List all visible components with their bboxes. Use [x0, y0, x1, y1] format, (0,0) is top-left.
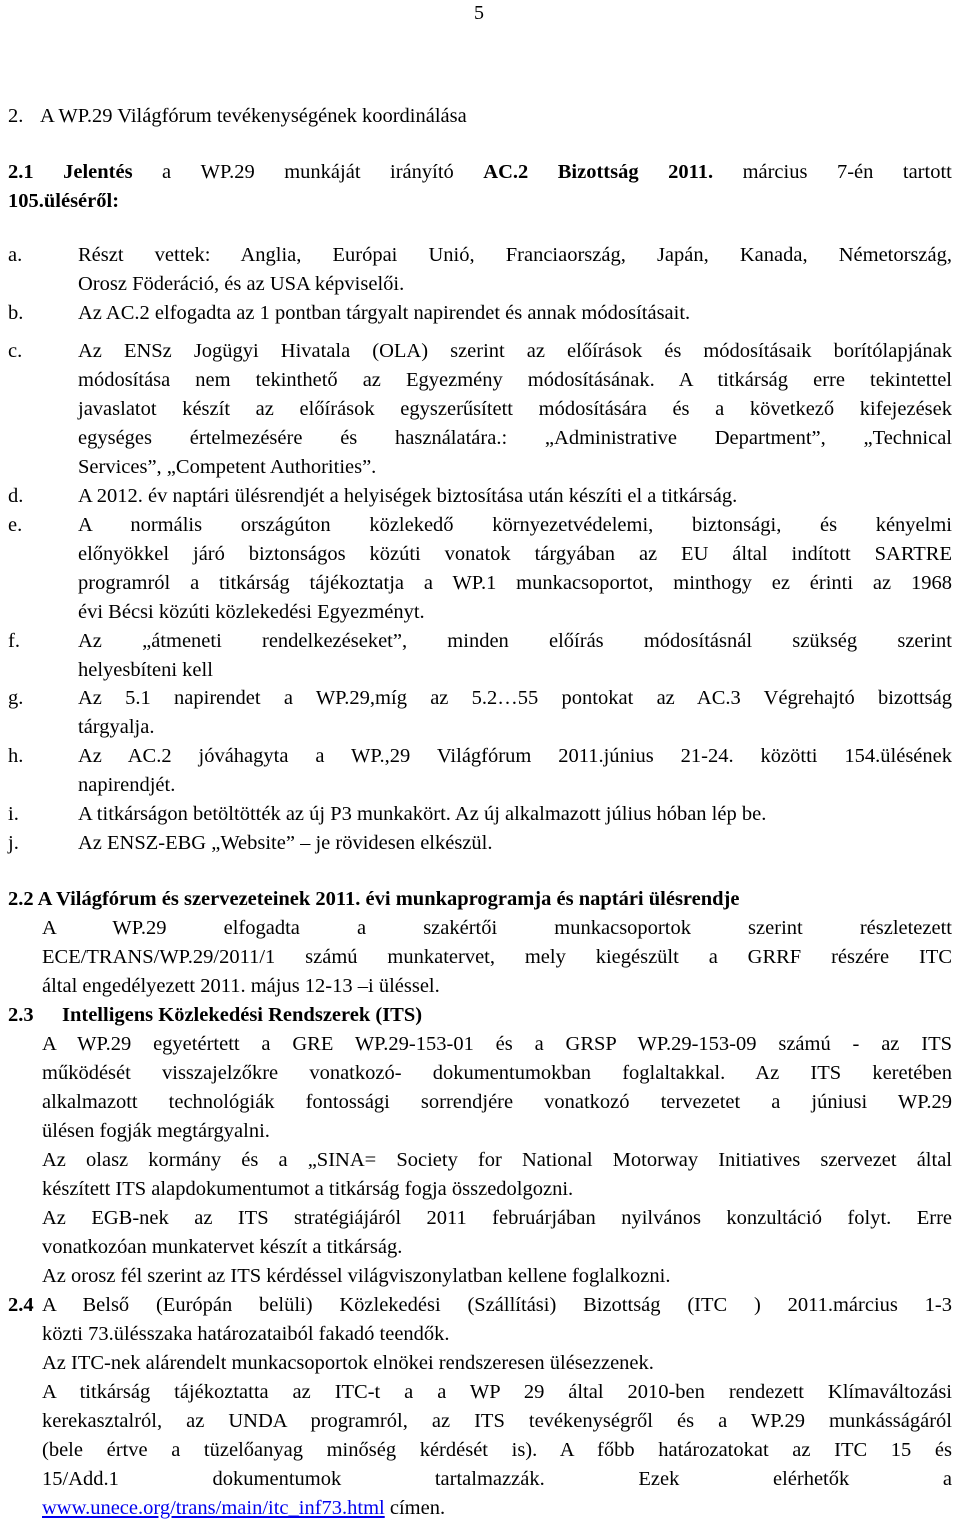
list-item-text: tárgyalja.: [78, 716, 155, 738]
s23-text: Az orosz fél szerint az ITS kérdéssel világviszonylatban kellene foglalkozni.: [42, 1265, 671, 1287]
list-item-text: egységes értelmezésére és használatára.: „Administrative Department”, „Technical: [78, 427, 952, 449]
s23-text: alkalmazott technológiák fontossági sorrendjére vonatkozó tervezetet a júniusi WP.29: [42, 1091, 952, 1113]
list-item-label: i.: [8, 803, 19, 825]
list-item-label: a.: [8, 244, 23, 266]
list-item-label: j.: [8, 832, 19, 854]
s23-title: Intelligens Közlekedési Rendszerek (ITS): [62, 1004, 423, 1026]
list-item-text: javaslatot készít az előírások egyszerűsített módosítására és a következő kifejezések: [78, 398, 952, 420]
s21-word: a: [162, 161, 172, 183]
s23-text: ülésen fogják megtárgyalni.: [42, 1120, 270, 1142]
list-item-text: évi Bécsi közúti közlekedési Egyezményt.: [78, 601, 425, 623]
list-item-text: A titkárságon betöltötték az új P3 munkakört. Az új alkalmazott július hóban lép be.: [78, 803, 767, 825]
s24-text: kerekasztalról, az UNDA programról, az ITS tevékenységről és a WP.29 munkásságáról: [42, 1410, 952, 1432]
s21-word: Bizottság: [557, 161, 639, 183]
s24-number: 2.4: [8, 1294, 34, 1316]
list-item-text: módosítása nem tekinthető az Egyezmény módosításának. A titkárság erre tekintettel: [78, 369, 952, 391]
list-item-text: A normális országúton közlekedő környezetvédelemi, biztonsági, és kényelmi: [78, 514, 952, 536]
list-item-label: g.: [8, 687, 24, 709]
list-item-text: Az AC.2 elfogadta az 1 pontban tárgyalt napirendet és annak módosításait.: [78, 302, 691, 324]
s22-text: ECE/TRANS/WP.29/2011/1 számú munkatervet, mely kiegészült a GRRF részére ITC: [42, 946, 952, 968]
s24-link-line: [42, 1496, 952, 1520]
s24-text: A Belső (Európán belüli) Közlekedési (Szállítási) Bizottság (ITC ) 2011.március 1-3: [42, 1294, 952, 1316]
s21-word: Jelentés: [63, 161, 133, 183]
list-item-text: napirendjét.: [78, 774, 176, 796]
list-item-text: Részt vettek: Anglia, Európai Unió, Franciaország, Japán, Kanada, Németország,: [78, 244, 952, 266]
list-item-label: h.: [8, 745, 24, 767]
list-item-label: c.: [8, 340, 23, 362]
s24-text: A titkárság tájékoztatta az ITC-t a a WP 29 által 2010-ben rendezett Klímaváltozási: [42, 1381, 952, 1403]
list-item-text: Az AC.2 jóváhagyta a WP.,29 Világfórum 2011.június 21-24. közötti 154.ülésének: [78, 745, 952, 767]
s22-text: A WP.29 elfogadta a szakértői munkacsoportok szerint részletezett: [42, 917, 952, 939]
s21-word: AC.2: [483, 161, 529, 183]
s21-word: WP.29: [200, 161, 255, 183]
s24-text: Az ITC-nek alárendelt munkacsoportok elnökei rendszeresen ülésezzenek.: [42, 1352, 654, 1374]
list-item-label: d.: [8, 485, 24, 507]
list-item-text: Az ENSz Jogügyi Hivatala (OLA) szerint az előírások és módosításaik borítólapjának: [78, 340, 952, 362]
itc-link[interactable]: www.unece.org/trans/main/itc_inf73.html: [42, 1497, 385, 1519]
s21-word: 7-én: [836, 161, 874, 183]
s21-word: munkáját: [284, 161, 361, 183]
list-item-text: Orosz Föderáció, és az USA képviselői.: [78, 273, 405, 295]
list-item-text: helyesbíteni kell: [78, 659, 213, 681]
s23-text: Az EGB-nek az ITS stratégiájáról 2011 februárjában nyilvános konzultáció folyt. Erre: [42, 1207, 952, 1229]
section-title: A WP.29 Világfórum tevékenységének koordinálása: [40, 105, 467, 127]
s21-title: [8, 160, 952, 184]
s23-text: Az olasz kormány és a „SINA= Society for National Motorway Initiatives szervezet által: [42, 1149, 952, 1171]
s21-title-cont: 105.üléséről:: [8, 190, 120, 212]
list-item-text: Az 5.1 napirendet a WP.29,míg az 5.2…55 pontokat az AC.3 Végrehajtó bizottság: [78, 687, 952, 709]
list-item-label: b.: [8, 302, 24, 324]
s21-word: 2.1: [8, 161, 34, 183]
list-item-text: Services”, „Competent Authorities”.: [78, 456, 377, 478]
list-item-text: előnyökkel járó biztonságos közúti vonatok tárgyában az EU által indított SARTRE: [78, 543, 952, 565]
page-number: 5: [474, 2, 484, 24]
s23-number: 2.3: [8, 1004, 34, 1026]
s24-text: közti 73.ülésszaka határozataiból fakadó teendők.: [42, 1323, 450, 1345]
s23-text: készített ITS alapdokumentumot a titkárság fogja összedolgozni.: [42, 1178, 574, 1200]
s23-text: működését visszajelzőkre vonatkozó- dokumentumokban foglaltakkal. Az ITS keretében: [42, 1062, 952, 1084]
s21-word: tartott: [902, 161, 952, 183]
s24-text: 15/Add.1 dokumentumok tartalmazzák. Ezek elérhetők a: [42, 1468, 952, 1490]
s22-title: 2.2 A Világfórum és szervezeteinek 2011. évi munkaprogramja és naptári ülésrendje: [8, 888, 740, 910]
list-item-text: Az ENSZ-EBG „Website” – je rövidesen elkészül.: [78, 832, 493, 854]
s22-text: által engedélyezett 2011. május 12-13 –i üléssel.: [42, 975, 440, 997]
s21-word: 2011.: [668, 161, 714, 183]
list-item-text: A 2012. év naptári ülésrendjét a helyiségek biztosítása után készíti el a titkárság.: [78, 485, 738, 507]
s21-word: március: [742, 161, 808, 183]
s23-text: vonatkozóan munkatervet készít a titkárság.: [42, 1236, 403, 1258]
list-item-label: e.: [8, 514, 23, 536]
list-item-label: f.: [8, 630, 20, 652]
list-item-text: programról a titkárság tájékoztatja a WP.1 munkacsoportot, minthogy ez érinti az 1968: [78, 572, 952, 594]
s24-text: (bele értve a tüzelőanyag minőség kérdését is). A főbb határozatokat az ITC 15 és: [42, 1439, 952, 1461]
list-item-text: Az „átmeneti rendelkezéseket”, minden előírás módosításnál szükség szerint: [78, 630, 952, 652]
section-number: 2.: [8, 105, 24, 127]
s23-text: A WP.29 egyetértett a GRE WP.29-153-01 és a GRSP WP.29-153-09 számú - az ITS: [42, 1033, 952, 1055]
s21-word: irányító: [390, 161, 454, 183]
link-suffix: címen.: [384, 1497, 446, 1519]
